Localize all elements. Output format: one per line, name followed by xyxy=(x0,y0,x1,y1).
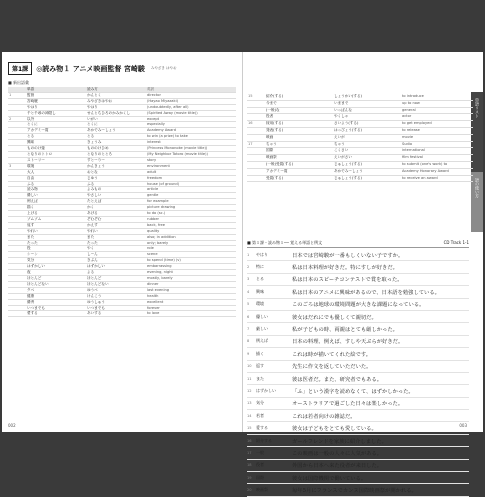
example-word: 国際 xyxy=(256,474,264,480)
vocab-table-left xyxy=(8,87,236,317)
row-english: to receive an award xyxy=(401,175,473,182)
row-word: 今まで xyxy=(265,100,333,107)
row-english: general xyxy=(401,107,473,114)
example-word: 返す xyxy=(256,363,264,369)
example-row xyxy=(247,261,469,273)
row-english: role xyxy=(146,246,236,252)
example-sentence: 彼女は国際機関で働いている。 xyxy=(292,475,367,482)
row-word: 映画祭 xyxy=(265,155,333,162)
row-english: international xyxy=(401,148,473,155)
row-english: Academy Honorary Award xyxy=(401,168,473,175)
table-row xyxy=(247,127,473,134)
example-number: 19 xyxy=(247,475,252,480)
row-english: excellent xyxy=(146,299,236,305)
row-english: mostly, barely xyxy=(146,276,236,282)
row-reading: あかでみーしょう xyxy=(86,128,146,134)
example-sentence: 私は日本料理が好きだ。特にすしが好きだ。 xyxy=(292,265,398,272)
row-number xyxy=(247,155,257,162)
row-reading: あげる xyxy=(86,211,146,217)
example-number: 20 xyxy=(247,488,252,493)
header-english: 英訳 xyxy=(146,87,236,92)
row-reading: よる xyxy=(86,270,146,276)
table-row xyxy=(8,311,236,317)
row-english: to release xyxy=(401,127,473,134)
example-number: 14 xyxy=(247,413,252,418)
example-sentence: ガールフレンドを家族に紹介しました。 xyxy=(292,438,387,445)
example-number: 9 xyxy=(247,351,250,356)
row-english: except xyxy=(146,116,236,122)
example-number: 17 xyxy=(247,450,252,455)
table-row xyxy=(247,100,473,107)
row-word: 千と千尋の神隠し xyxy=(26,110,86,116)
row-english: freedom xyxy=(146,175,236,181)
example-row xyxy=(247,398,469,410)
example-sentence: 彼女は子どもをとても愛している。 xyxy=(292,426,377,433)
row-english: article xyxy=(146,187,236,193)
row-reading: えいがさい xyxy=(333,155,401,162)
table-row xyxy=(247,175,473,182)
example-word: 厳しい xyxy=(256,326,268,332)
chapter-label: 第1課 xyxy=(8,62,32,75)
example-row xyxy=(247,373,469,385)
tab-vocab-label: 単語リスト xyxy=(475,98,480,118)
row-english: movie xyxy=(401,134,473,141)
row-mark xyxy=(257,161,265,168)
row-word: 環境 xyxy=(26,163,86,169)
vocab-table-right xyxy=(247,94,473,182)
row-word: 愛する xyxy=(26,311,86,317)
row-reading: やはり xyxy=(86,104,146,110)
row-english: Sudio xyxy=(401,141,473,148)
row-word: ゾムゾム xyxy=(26,216,86,222)
example-number: 12 xyxy=(247,388,252,393)
row-english: house (of ground) xyxy=(146,181,236,187)
example-sentence: 外国から日本へ来た役者が来日した。 xyxy=(292,463,383,470)
chapter-subtitle: みやざき はやお xyxy=(150,66,177,70)
row-reading: いっぱんな xyxy=(333,107,401,114)
example-word: 若者 xyxy=(256,412,264,418)
row-word: たった xyxy=(26,240,86,246)
table-row xyxy=(247,134,473,141)
row-reading: たった xyxy=(86,240,146,246)
row-word: 優しい xyxy=(26,193,86,199)
examples-list xyxy=(247,249,469,497)
row-reading: すとーりー xyxy=(86,157,146,163)
row-word: ほとんどない xyxy=(26,281,86,287)
row-number xyxy=(8,311,18,317)
example-word: 描く xyxy=(256,350,264,356)
row-reading: やさしい xyxy=(86,193,146,199)
row-number xyxy=(247,161,257,168)
table-row xyxy=(247,107,473,114)
row-english: interest xyxy=(146,140,236,146)
example-row xyxy=(247,460,469,472)
row-english: Academy Award xyxy=(146,128,236,134)
row-word: ちゃう xyxy=(265,141,333,148)
row-reading: あいする xyxy=(86,311,146,317)
examples-title: ■ 第１課・読み物１── 覚える単語と例文 xyxy=(247,240,323,245)
row-english: story xyxy=(146,157,236,163)
example-sentence: 先生に作文を返していただいた。 xyxy=(292,364,372,371)
example-row xyxy=(247,410,469,422)
row-mark xyxy=(257,127,265,134)
row-english: adult xyxy=(146,169,236,175)
row-word: 夜 xyxy=(26,270,86,276)
example-row xyxy=(247,385,469,397)
row-reading: けんこう xyxy=(86,293,146,299)
example-sentence: 私は日本のアニメに興味があるので、日本語を勉強している。 xyxy=(292,289,440,296)
row-word: 例えば xyxy=(26,199,86,205)
example-sentence: これは時が描いてくれた絵です。 xyxy=(292,351,372,358)
table-row xyxy=(247,168,473,175)
row-english: embarrassing xyxy=(146,264,236,270)
example-number: 3 xyxy=(247,277,250,282)
row-word: もののけ姫 xyxy=(26,146,86,152)
example-word: また xyxy=(256,375,264,381)
row-word: 優秀 xyxy=(26,299,86,305)
row-english: environment xyxy=(146,163,236,169)
row-reading: かんとく xyxy=(86,92,146,98)
table-row xyxy=(247,141,473,148)
row-word: となりのトトロ xyxy=(26,151,86,157)
row-word: アカデミー賞 xyxy=(265,168,333,175)
example-row xyxy=(247,472,469,484)
audio-track-label[interactable]: CD Track 1-1 xyxy=(443,240,469,245)
examples-heading xyxy=(247,240,469,248)
row-word: やれい xyxy=(26,228,86,234)
example-sentence: 私が子どもの時、両親はとても厳しかった。 xyxy=(292,327,398,334)
row-english: rubber xyxy=(146,216,236,222)
row-word: 採用(する) xyxy=(265,121,333,128)
example-number: 18 xyxy=(247,463,252,468)
row-word: 描く xyxy=(26,205,86,211)
row-word: 興味 xyxy=(26,140,86,146)
row-reading: ほとんどない xyxy=(86,281,146,287)
section-title: ■ 新出語彙 xyxy=(8,80,30,85)
row-english: to win (a prize) to take xyxy=(146,134,236,140)
table-row xyxy=(247,114,473,121)
row-english: picture drawing xyxy=(146,205,236,211)
row-word: 受賞(する) xyxy=(265,175,333,182)
row-mark xyxy=(257,100,265,107)
row-reading: となりのととろ xyxy=(86,151,146,157)
tab-usage-label: 語の使い方 xyxy=(475,178,480,198)
example-number: 16 xyxy=(247,438,252,443)
example-row xyxy=(247,435,469,447)
row-word: 紹介(する) xyxy=(265,94,333,100)
row-english: gentle xyxy=(146,193,236,199)
row-number xyxy=(247,134,257,141)
example-number: 13 xyxy=(247,401,252,406)
row-word: シーン xyxy=(26,252,86,258)
row-reading: よみもの xyxy=(86,187,146,193)
row-reading: また xyxy=(86,234,146,240)
row-reading: かく xyxy=(86,205,146,211)
row-word: 自由 xyxy=(26,175,86,181)
table-row xyxy=(247,121,473,128)
row-word: ほとんど xyxy=(26,276,86,282)
example-word: 環境 xyxy=(256,301,264,307)
row-reading: もののけひめ xyxy=(86,146,146,152)
row-word: 以外 xyxy=(26,116,86,122)
row-mark xyxy=(257,175,265,182)
example-row xyxy=(247,422,469,434)
row-english: up to now xyxy=(401,100,473,107)
row-english: (Hayao Miyazaki) xyxy=(146,98,236,104)
header-reading: 読み方 xyxy=(86,87,146,92)
row-english: evening, night xyxy=(146,270,236,276)
row-reading: きぶん xyxy=(86,258,146,264)
row-word: とる xyxy=(26,134,86,140)
row-reading: しーん xyxy=(86,252,146,258)
example-row xyxy=(247,484,469,496)
example-row xyxy=(247,336,469,348)
example-word: 特に xyxy=(256,264,264,270)
row-english: quality xyxy=(146,228,236,234)
row-number xyxy=(247,168,257,175)
row-english: (Princess Mononoke (movie title)) xyxy=(146,146,236,152)
example-sentence: オーストラリアで過ごした日々は楽しかった。 xyxy=(292,401,404,408)
row-mark xyxy=(257,155,265,162)
table-row xyxy=(247,161,473,168)
example-word: 紹介する xyxy=(256,437,272,443)
right-page xyxy=(243,52,483,495)
row-mark xyxy=(257,168,265,175)
row-english: director xyxy=(146,92,236,98)
table-row xyxy=(247,148,473,155)
row-english: back, free xyxy=(146,222,236,228)
row-reading: かえす xyxy=(86,222,146,228)
row-mark xyxy=(257,121,265,128)
row-reading: きょうみ xyxy=(86,140,146,146)
example-sentence: この映画は一般の人々に人気がある。 xyxy=(292,450,383,457)
example-number: 10 xyxy=(247,364,252,369)
row-reading: ちゃう xyxy=(333,141,401,148)
row-reading: じゅしょう(する) xyxy=(333,161,401,168)
book-spread xyxy=(2,52,483,495)
example-word: 愛する xyxy=(256,425,268,431)
page-number-left: 002 xyxy=(8,423,16,428)
row-english: actor xyxy=(401,114,473,121)
row-english: film festival xyxy=(401,155,473,162)
row-number: 3 xyxy=(8,163,18,169)
row-reading: はっぴょう(する) xyxy=(333,127,401,134)
row-word: 大人 xyxy=(26,169,86,175)
example-row xyxy=(247,299,469,311)
example-word: 例えば xyxy=(256,338,268,344)
example-word: 一般 xyxy=(256,449,264,455)
row-word: 映画 xyxy=(265,134,333,141)
row-reading: いがい xyxy=(86,116,146,122)
row-english: for example xyxy=(146,199,236,205)
row-english: only; barely xyxy=(146,240,236,246)
row-reading: じゅしょう(する) xyxy=(333,175,401,182)
example-sentence: これは若者向けの雑誌だ。 xyxy=(292,413,356,420)
header-word: 単語 xyxy=(26,87,86,92)
row-reading: ゆうべ xyxy=(86,287,146,293)
example-word: 映画祭 xyxy=(256,487,268,493)
row-english: to submit (one's work) to xyxy=(401,161,473,168)
example-sentence: 毎年5月にフランスでカンヌ国際映画祭が開かれる。 xyxy=(292,488,417,495)
example-word: 役者 xyxy=(256,462,264,468)
row-english: (undoubtedly, after all) xyxy=(146,104,236,110)
row-english: scene xyxy=(146,252,236,258)
row-number: 15 xyxy=(247,94,257,100)
example-word: はずかしい xyxy=(256,387,276,393)
row-reading: とくに xyxy=(86,122,146,128)
row-reading: かんきょう xyxy=(86,163,146,169)
row-english: to introduce xyxy=(401,94,473,100)
example-word: 興味 xyxy=(256,288,264,294)
row-word: いつまでも xyxy=(26,305,86,311)
row-word: (一般)な xyxy=(265,107,333,114)
row-number xyxy=(247,107,257,114)
row-reading: おとな xyxy=(86,169,146,175)
example-sentence: 「ふ」という漢字を読めなくて、はずかしかった。 xyxy=(292,388,414,395)
row-reading: さいよう(する) xyxy=(333,121,401,128)
row-word: 返す xyxy=(26,222,86,228)
example-sentence: 日本の料理、例えば、すしや天ぷらが好きだ。 xyxy=(292,339,404,346)
row-reading: やれい xyxy=(86,228,146,234)
row-reading: たとえば xyxy=(86,199,146,205)
row-reading: いつまでも xyxy=(86,305,146,311)
left-page xyxy=(2,52,243,432)
row-reading: ぞむぞむ xyxy=(86,216,146,222)
example-sentence: 彼女はだれにでも優しくて親切だ。 xyxy=(292,314,377,321)
example-word: 優しい xyxy=(256,313,268,319)
example-row xyxy=(247,249,469,261)
row-number: 16 xyxy=(247,121,257,128)
row-word: やはり xyxy=(26,104,86,110)
row-number: 1 xyxy=(8,92,18,98)
row-number: 2 xyxy=(8,116,18,122)
example-row xyxy=(247,361,469,373)
row-mark xyxy=(257,107,265,114)
example-row xyxy=(247,311,469,323)
row-mark xyxy=(257,134,265,141)
row-number xyxy=(247,148,257,155)
row-reading: しょうかい(する) xyxy=(333,94,401,100)
row-mark xyxy=(18,311,26,317)
example-word: 気分 xyxy=(256,400,264,406)
example-number: 7 xyxy=(247,327,250,332)
row-english: (Spirited Away (movie title)) xyxy=(146,110,236,116)
table-row xyxy=(247,155,473,162)
row-english: (My Neighbor Totoro (movie title)) xyxy=(146,151,236,157)
example-number: 4 xyxy=(247,289,250,294)
row-word: はずかしい xyxy=(26,264,86,270)
row-english: to get employed xyxy=(401,121,473,128)
row-mark xyxy=(257,141,265,148)
row-word: 読み物 xyxy=(26,187,86,193)
example-row xyxy=(247,286,469,298)
row-word: 監督 xyxy=(26,92,86,98)
row-word: 国際 xyxy=(265,148,333,155)
row-number xyxy=(247,114,257,121)
row-reading: ほとんど xyxy=(86,276,146,282)
row-reading: いままで xyxy=(333,100,401,107)
row-number xyxy=(247,127,257,134)
row-word: 上げる xyxy=(26,211,86,217)
example-number: 11 xyxy=(247,376,252,381)
row-reading: せんとちひろのかみかくし xyxy=(86,110,146,116)
row-english: to do (sc.) xyxy=(146,211,236,217)
example-number: 5 xyxy=(247,302,250,307)
example-row xyxy=(247,348,469,360)
row-mark xyxy=(257,148,265,155)
row-english: especially xyxy=(146,122,236,128)
row-reading: はずかしい xyxy=(86,264,146,270)
row-english: to spend (time) (v) xyxy=(146,258,236,264)
row-english: last evening xyxy=(146,287,236,293)
row-reading: みやざきはやお xyxy=(86,98,146,104)
row-english: also; in addition xyxy=(146,234,236,240)
row-word: 役者 xyxy=(265,114,333,121)
example-number: 15 xyxy=(247,426,252,431)
row-reading: やく xyxy=(86,246,146,252)
example-number: 2 xyxy=(247,265,250,270)
example-number: 1 xyxy=(247,252,250,257)
row-english: forever xyxy=(146,305,236,311)
row-number: 17 xyxy=(247,141,257,148)
row-english: dinner xyxy=(146,281,236,287)
row-word: 発表(する) xyxy=(265,127,333,134)
example-number: 6 xyxy=(247,314,250,319)
row-reading: ふる xyxy=(86,181,146,187)
example-word: とる xyxy=(256,276,264,282)
example-sentence: 私は日本のスピーチコンテストで賞を取った。 xyxy=(292,277,403,284)
row-reading: とる xyxy=(86,134,146,140)
row-reading: ゆうしゅう xyxy=(86,299,146,305)
row-number xyxy=(247,175,257,182)
example-sentence: 彼は医者だ。また、研究者でもある。 xyxy=(292,376,383,383)
example-number: 8 xyxy=(247,339,250,344)
row-word: ストーリー xyxy=(26,157,86,163)
example-word: やはり xyxy=(256,251,268,257)
row-word: 健康 xyxy=(26,293,86,299)
example-row xyxy=(247,447,469,459)
page-number-right: 003 xyxy=(459,423,467,428)
chapter-heading xyxy=(8,62,176,75)
example-sentence: 日本では宮崎駿が一番もしくいない子ですか。 xyxy=(292,252,404,259)
row-english: health xyxy=(146,293,236,299)
row-word: 気分 xyxy=(26,258,86,264)
example-row xyxy=(247,323,469,335)
row-mark xyxy=(257,114,265,121)
row-english: to love xyxy=(146,311,236,317)
row-reading: こくさい xyxy=(333,148,401,155)
chapter-title: ◎読み物１ アニメ映画監督 宮崎駿 xyxy=(36,64,145,73)
row-reading: やくしゃ xyxy=(333,114,401,121)
row-word: ふる xyxy=(26,181,86,187)
row-word: とくに xyxy=(26,122,86,128)
row-reading: じゆう xyxy=(86,175,146,181)
row-word: アカデミー賞 xyxy=(26,128,86,134)
row-word: 夕べ xyxy=(26,287,86,293)
row-word: 役 xyxy=(26,246,86,252)
row-word: (一般)受賞(する) xyxy=(265,161,333,168)
example-sentence: このごろは地球の環境問題が大きな課題になっている。 xyxy=(292,302,425,309)
row-word: また xyxy=(26,234,86,240)
row-number xyxy=(247,100,257,107)
example-row xyxy=(247,274,469,286)
row-reading: あかでみーしょう xyxy=(333,168,401,175)
row-reading: えいが xyxy=(333,134,401,141)
row-word: 宮崎駿 xyxy=(26,98,86,104)
